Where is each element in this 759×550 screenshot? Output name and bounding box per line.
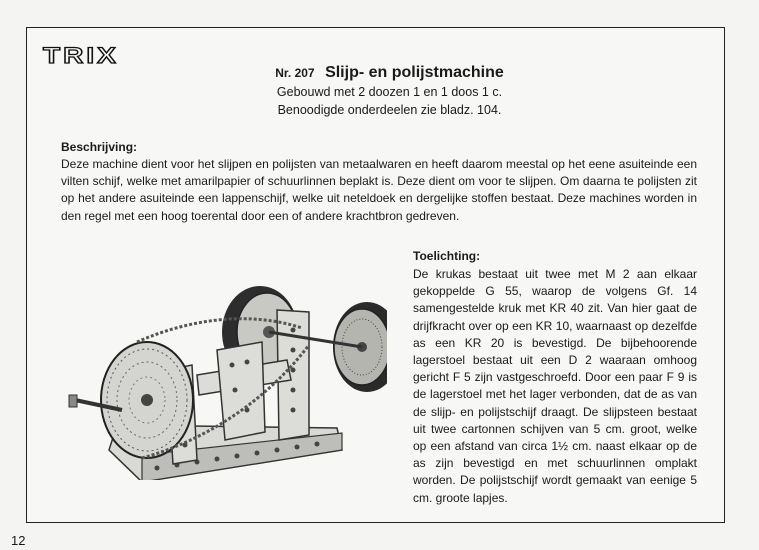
description-paragraph: Deze machine dient voor het slijpen en polijsten van metaalwaren en heeft daarom meestal op het eene asuiteinde een vilten schijf, welke met amarilpapier of schuurlinnen beplakt is. Deze dient om voor te slijpen. Om daarna te polijsten zit op het andere asuiteinde een lappenschijf, welke uit neteldoek en dergelijke stoffen bestaat. Deze machines worden in den regel met een hoog toerental door een of andere krachtbron gedreven. [61, 157, 697, 223]
explanation-paragraph: De krukas bestaat uit twee met M 2 aan elkaar gekoppelde G 55, waarop de volgens Gf. 14 samengestelde kruk met KR 40 zit. Van hier gaat de drijfkracht over op een KR 10, waarnaast op dezelfde as een KR 20 is bevestigd. De bijbehoorende lagerstoel bestaat uit een D 2 waaraan omhoog gericht F 5 zijn vastgeschroefd. Door een paar F 9 is de lagerstoel met het lager verbonden, dat de as van de slijp- en polijstschijf draagt. De slijpsteen bestaat uit twee cartonnen schijven van 5 cm. groot, welke op een afstand van circa 1½ cm. naast elkaar op de as zijn bevestigd en met schuurlinnen omplakt worden. De polijstschijf wordt gemaakt van eenige 5 cm. groote lapjes. [413, 267, 697, 505]
machine-illustration [47, 250, 387, 480]
built-with-text: Gebouwd met 2 doozen 1 en 1 doos 1 c. [276, 85, 503, 99]
page-title: Slijp- en polijstmachine [325, 64, 504, 81]
page-frame [26, 27, 725, 523]
page-number: 12 [11, 533, 26, 548]
title-block [27, 63, 724, 119]
title-line [55, 63, 724, 83]
large-sprocket-wheel [101, 342, 193, 458]
explanation-heading: Toelichting: [413, 249, 481, 263]
trix-logo: TRIX [43, 43, 119, 68]
description-heading: Beschrijving: [61, 140, 138, 154]
model-number: Nr. 207 [275, 66, 315, 80]
parts-reference-text: Benoodigde onderdeelen zie bladz. 104. [277, 103, 502, 117]
